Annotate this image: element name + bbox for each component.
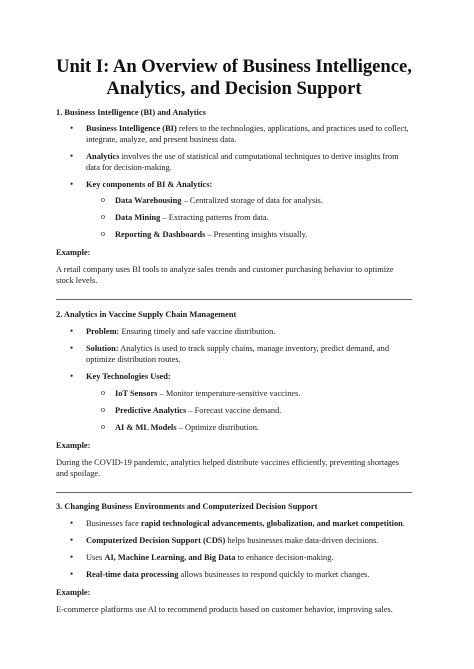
section-2-list [56, 326, 412, 382]
section-1-sublist [56, 195, 412, 240]
bullet-bi [56, 123, 412, 145]
b1-pre: Businesses face [86, 519, 141, 528]
dm-label: Data Mining [115, 213, 161, 222]
solution-text: Analytics is used to track supply chains, manage inventory, predict demand, and optimize distribution routes. [86, 344, 390, 364]
subitem-data-warehousing [56, 195, 412, 206]
bullet-ai-ml-bigdata [56, 552, 412, 563]
dm-text: – Extracting patterns from data. [160, 213, 269, 222]
b4-bold: Real-time data processing [86, 570, 179, 579]
problem-label: Problem: [86, 327, 120, 336]
title-line-1: Unit I: An Overview of Business Intelligence, [56, 56, 412, 77]
pa-label: Predictive Analytics [115, 406, 187, 415]
title-line-2: Analytics, and Decision Support [106, 78, 362, 99]
b3-post: to enhance decision-making. [235, 553, 334, 562]
iot-label: IoT Sensors [115, 389, 158, 398]
b2-bold: Computerized Decision Support (CDS) [86, 536, 226, 545]
section-1-example-text: A retail company uses BI tools to analyze sales trends and customer purchasing behavior to optimize stock levels. [56, 265, 394, 285]
b3-pre: Uses [86, 553, 105, 562]
bullet-problem [56, 326, 412, 337]
rd-text: – Presenting insights visually. [205, 230, 308, 239]
subitem-data-mining [56, 212, 412, 223]
bullet-business-environment [56, 518, 412, 529]
analytics-text: involves the use of statistical and computational techniques to derive insights from data for decision-making. [86, 152, 399, 172]
section-3-example-text: E-commerce platforms use AI to recommend products based on customer behavior, improving sales. [56, 605, 393, 614]
bi-label: Business Intelligence (BI) [86, 124, 177, 133]
bullet-real-time [56, 569, 412, 580]
solution-label: Solution: [86, 344, 119, 353]
pa-text: – Forecast vaccine demand. [186, 406, 282, 415]
section-1-list [56, 123, 412, 190]
section-1-heading: 1. Business Intelligence (BI) and Analytics [56, 108, 206, 117]
bullet-analytics [56, 151, 412, 173]
bullet-cds [56, 535, 412, 546]
subitem-ai-ml-models [56, 422, 412, 433]
bullet-solution [56, 343, 412, 365]
ai-label: AI & ML Models [115, 423, 177, 432]
subitem-predictive-analytics [56, 405, 412, 416]
subitem-iot-sensors [56, 388, 412, 399]
b1-post: . [402, 519, 405, 528]
subitem-reporting-dashboards [56, 229, 412, 240]
b3-bold: AI, Machine Learning, and Big Data [104, 553, 236, 562]
dw-text: – Centralized storage of data for analysis. [181, 196, 323, 205]
bullet-key-components [56, 179, 412, 190]
section-3-heading: 3. Changing Business Environments and Computerized Decision Support [56, 502, 318, 511]
section-2-example-label: Example: [56, 441, 91, 450]
iot-text: – Monitor temperature-sensitive vaccines. [157, 389, 301, 398]
b2-post: helps businesses make data-driven decisions. [225, 536, 379, 545]
dw-label: Data Warehousing [115, 196, 182, 205]
bullet-key-technologies [56, 371, 412, 382]
b1-bold: rapid technological advancements, globalization, and market competition [140, 519, 403, 528]
section-2-example-text: During the COVID-19 pandemic, analytics helped distribute vaccines efficiently, preventing shortages and spoilage. [56, 458, 400, 478]
section-1-example-label: Example: [56, 248, 91, 257]
page-title [56, 0, 412, 100]
key-technologies-label: Key Technologies Used: [86, 372, 171, 381]
section-3-list [56, 518, 412, 580]
rd-label: Reporting & Dashboards [115, 230, 206, 239]
divider [56, 299, 412, 300]
analytics-label: Analytics [86, 152, 120, 161]
divider [56, 492, 412, 493]
section-2-heading: 2. Analytics in Vaccine Supply Chain Management [56, 310, 237, 319]
section-2-sublist [56, 388, 412, 433]
key-components-label: Key components of BI & Analytics: [86, 180, 213, 189]
problem-text: Ensuring timely and safe vaccine distribution. [119, 327, 276, 336]
section-3-example-label: Example: [56, 588, 91, 597]
ai-text: – Optimize distribution. [176, 423, 260, 432]
bi-text: refers to the technologies, applications, and practices used to collect, integrate, analyze, and present business data. [86, 124, 409, 144]
b4-post: allows businesses to respond quickly to market changes. [178, 570, 370, 579]
